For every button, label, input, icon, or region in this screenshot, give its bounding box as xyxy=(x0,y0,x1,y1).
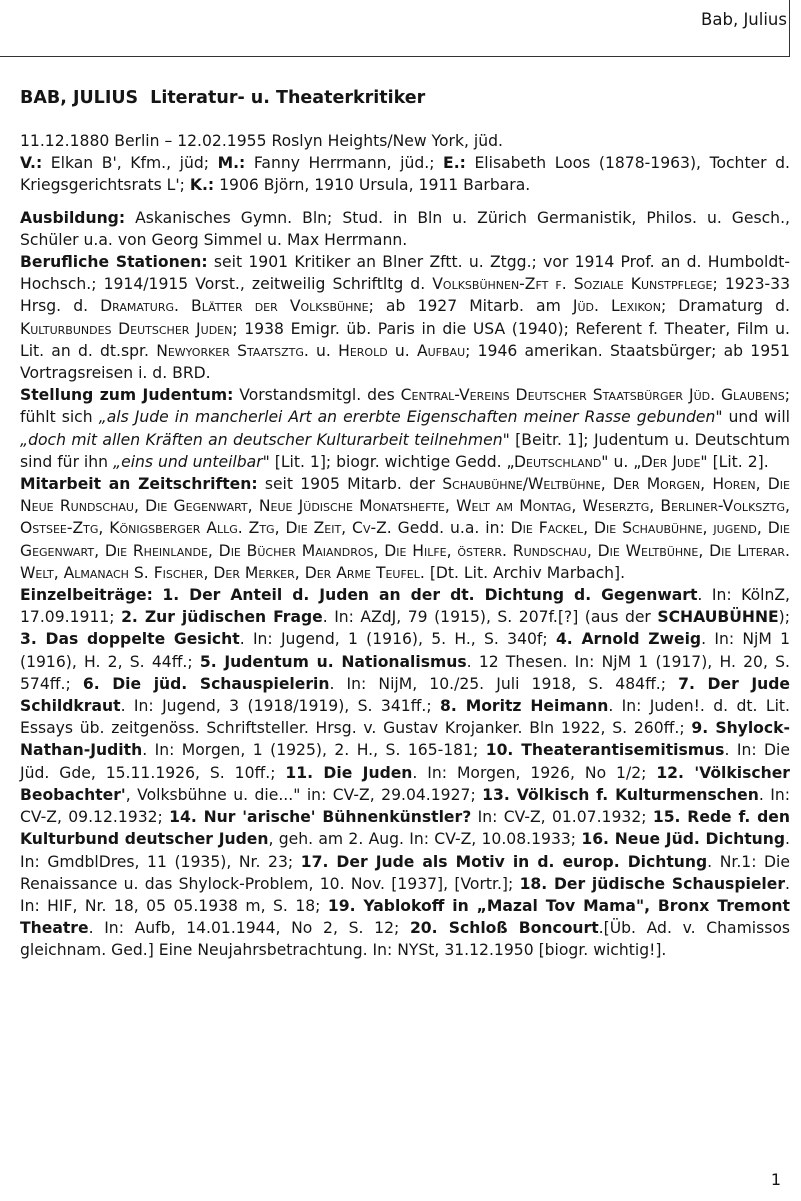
zeitschriften-list-1: Schaubühne/Weltbühne, Der Morgen, Horen, Die Neue Rundschau, Die Gegenwart, Neue Jüdische Monatshefte, Welt am Montag, Weserztg, Berliner-Volksztg, Ostsee-Ztg, Königsberger Allg. Ztg, Die Zeit, Cv-Z. xyxy=(20,475,790,538)
stationen-text-8: ; 1946 amerikan. Staatsbürger; ab 1951 Vortragsreisen i. d. BRD. xyxy=(20,341,790,383)
article-details: . 12 Thesen. In: NjM 1 (1917), H. 20, S. 574ff.; xyxy=(20,652,790,693)
article-title: 6. Die jüd. Schauspielerin xyxy=(82,674,330,693)
article-details: . In: KölnZ, 17.09.1911; xyxy=(20,586,791,627)
judentum-text-1: Vorstandsmitgl. des xyxy=(239,386,395,405)
zeitschriften-text-1: seit 1905 Mitarb. der xyxy=(264,475,435,494)
article-title: 12. 'Völkischer Beobachter' xyxy=(20,763,791,804)
stationen-periodical-3: Jüd. Lexikon xyxy=(572,297,661,316)
judentum-text-6: u. xyxy=(613,452,629,471)
article-details: . In: Jugend, 3 (1918/1919), S. 341ff.; xyxy=(120,697,432,716)
running-header: Bab, Julius xyxy=(701,10,787,29)
judentum-quote-1: „als Jude in mancherlei Art an ererbte Eigenschaften meiner Rasse gebunden" xyxy=(98,408,723,427)
stationen-text-1: seit 1901 Kritiker an Blner Zftt. u. Ztgg.; vor 1914 Prof. an d. Humboldt-Hochsch.; 1914/1915 Vorst., zeitweilig Schriftltg d. xyxy=(20,253,790,294)
article-details: . In: Jugend, 1 (1916), 5. H., S. 340f; xyxy=(239,630,548,649)
article-title: 9. Shylock-Nathan-Judith xyxy=(20,719,790,760)
article-title: 18. Der jüdische Schauspieler xyxy=(519,874,786,893)
page-number: 1 xyxy=(770,1170,781,1189)
stationen-periodical-4: Kulturbundes Deutscher Juden xyxy=(20,319,233,338)
bio-family xyxy=(20,152,790,196)
stationen-text-5: ; 1938 Emigr. üb. Paris in die USA (1940); Referent f. Theater, Film u. Lit. an d. dt.spr. xyxy=(20,319,790,360)
father-label: V.: xyxy=(20,154,43,173)
entry-title xyxy=(20,88,790,108)
children-label: K.: xyxy=(189,176,215,195)
article-details: . In: AZdJ, 79 (1915), S. 207f.[?] (aus der xyxy=(322,608,651,627)
stationen-periodical-5: Newyorker Staatsztg. xyxy=(156,341,309,360)
article-details: . In: Aufb, 14.01.1944, No 2, S. 12; xyxy=(88,919,400,938)
article-title: 1. Der Anteil d. Juden an der dt. Dichtung d. Gegenwart xyxy=(162,586,698,605)
zeitschriften-list-2: Die Fackel, Die Schaubühne, jugend, Die Gegenwart, Die Rheinlande, Die Bücher Maiandros, Die Hilfe, österr. Rundschau, Die Weltbühne, Die Literar. Welt, Almanach S. Fischer, Der Merker, Der Arme Teufel. xyxy=(20,519,790,582)
bio-life-dates: 11.12.1880 Berlin – 12.02.1955 Roslyn Heights/New York, jüd. xyxy=(20,132,503,150)
zeitschriften-text-3: [Dt. Lit. Archiv Marbach]. xyxy=(429,563,626,582)
mother-label: M.: xyxy=(217,154,246,173)
entry-name: BAB, JULIUS xyxy=(20,88,139,108)
article-source-title: SCHAUBÜHNE xyxy=(657,608,779,627)
article-details: . In: Morgen, 1 (1925), 2. H., S. 165-181; xyxy=(142,741,479,760)
article-title: 16. Neue Jüd. Dichtung xyxy=(581,830,786,849)
stationen-label: Berufliche Stationen: xyxy=(20,253,208,272)
judentum-quote-2: „doch mit allen Kräften an deutscher Kulturarbeit teilnehmen" xyxy=(20,430,510,449)
article-details: In: CV-Z, 01.07.1932; xyxy=(477,808,647,827)
section-ausbildung xyxy=(20,207,790,251)
header-rule-vertical xyxy=(789,0,790,57)
article-details: , geh. am 2. Aug. In: CV-Z, 10.08.1933; xyxy=(268,830,577,849)
article-title: 20. Schloß Boncourt xyxy=(409,919,599,938)
children-text: 1906 Björn, 1910 Ursula, 1911 Barbara. xyxy=(219,176,531,195)
article-details: . In: CV-Z, 09.12.1932; xyxy=(20,785,790,827)
article-title: 7. Der Jude Schildkraut xyxy=(20,674,790,716)
article-title: 3. Das doppelte Gesicht xyxy=(20,630,240,649)
article-title: 5. Judentum u. Nationalismus xyxy=(199,652,467,671)
stationen-periodical-6: Herold xyxy=(338,341,388,360)
article-title: 4. Arnold Zweig xyxy=(555,630,702,649)
article-title: 2. Zur jüdischen Frage xyxy=(121,608,323,627)
section-einzelbeitraege xyxy=(20,584,790,961)
stationen-periodical-1: Volksbühnen-Zft f. Soziale Kunstpflege xyxy=(432,275,713,294)
article-title: 19. Yablokoff in „Mazal Tov Mama", Bronx Tremont Theatre xyxy=(20,896,790,938)
stationen-text-4: ; Dramaturg d. xyxy=(660,297,790,316)
header-rule xyxy=(0,56,790,57)
mother-text: Fanny Herrmann, jüd.; xyxy=(253,154,435,173)
article-details: . In: Juden!. d. dt. Lit. Essays üb. zeitgenöss. Schriftsteller. Hrsg. v. Gustav Krojanker. Bln 1922, S. 260ff.; xyxy=(20,697,790,738)
section-berufliche-stationen xyxy=(20,251,790,384)
section-judentum xyxy=(20,384,790,473)
section-zeitschriften xyxy=(20,473,790,584)
zeitschriften-text-2: Gedd. u.a. in: xyxy=(397,519,505,538)
judentum-label: Stellung zum Judentum: xyxy=(20,386,234,405)
article-details: . In: GmdblDres, 11 (1935), Nr. 23; xyxy=(20,830,790,871)
article-title: 15. Rede f. den Kulturbund deutscher Juden xyxy=(20,808,790,849)
spouse-label: E.: xyxy=(443,154,466,173)
article-details: . In: Morgen, 1926, No 1/2; xyxy=(412,763,647,782)
stationen-text-3: ; ab 1927 Mitarb. am xyxy=(368,297,561,316)
judentum-text-3: und will xyxy=(728,408,790,427)
stationen-text-7: u. xyxy=(394,341,410,360)
ausbildung-text: Askanisches Gymn. Bln; Stud. in Bln u. Zürich Germanistik, Philos. u. Gesch., Schüler u.a. von Georg Simmel u. Max Herrmann. xyxy=(20,208,790,249)
article-details: .[Üb. Ad. v. Chamissos gleichnam. Ged.] Eine Neujahrsbetrachtung. In: NYSt, 31.12.1950 [biogr. wichtig!]. xyxy=(20,919,791,960)
entry-body xyxy=(20,88,790,962)
stationen-text-2: ; 1923-33 Hrsg. d. xyxy=(20,275,790,316)
stationen-text-6: u. xyxy=(316,341,331,360)
judentum-text-5: [Lit. 1]; biogr. wichtige Gedd. xyxy=(274,452,502,471)
article-title: 13. Völkisch f. Kulturmenschen xyxy=(482,785,759,804)
spouse-text: Elisabeth Loos (1878-1963), Tochter d. Kriegsgerichtsrats L'; xyxy=(20,154,790,195)
judentum-text-2: ; fühlt sich xyxy=(20,386,790,427)
zeitschriften-label: Mitarbeit an Zeitschriften: xyxy=(20,475,258,494)
article-details: . Nr.1: Die Renaissance u. das Shylock-Problem, 10. Nov. [1937], [Vortr.]; xyxy=(20,852,790,893)
article-details: . In: Die Jüd. Gde, 15.11.1926, S. 10ff.; xyxy=(20,741,790,782)
father-text: Elkan B', Kfm., jüd; xyxy=(50,154,210,173)
einzelbeitraege-label: Einzelbeiträge: xyxy=(20,586,153,605)
article-details: . In: NjM 1 (1916), H. 2, S. 44ff.; xyxy=(20,630,790,671)
article-title: 14. Nur 'arische' Bühnenkünstler? xyxy=(169,808,472,827)
article-title: 11. Die Juden xyxy=(285,763,413,782)
article-details: ); xyxy=(778,608,790,627)
article-title: 17. Der Jude als Motiv in d. europ. Dichtung xyxy=(300,852,708,871)
article-details: . In: NijM, 10./25. Juli 1918, S. 484ff.; xyxy=(329,674,667,693)
ausbildung-label: Ausbildung: xyxy=(20,208,126,227)
article-details: . In: HIF, Nr. 18, 05 05.1938 m, S. 18; xyxy=(20,874,790,915)
stationen-periodical-2: Dramaturg. Blätter der Volksbühne xyxy=(100,297,369,316)
judentum-poem-2: „Der Jude" xyxy=(633,452,708,471)
judentum-text-4: [Beitr. 1]; Judentum u. Deutschtum sind für ihn xyxy=(20,430,790,471)
entry-role: Literatur- u. Theaterkritiker xyxy=(150,88,426,108)
article-title: 10. Theaterantisemitismus xyxy=(485,741,725,760)
judentum-org: Central-Vereins Deutscher Staatsbürger Jüd. Glaubens xyxy=(400,386,785,405)
stationen-periodical-7: Aufbau xyxy=(416,341,466,360)
judentum-text-7: [Lit. 2]. xyxy=(712,452,769,471)
judentum-poem-1: „Deutschland" xyxy=(506,452,609,471)
article-details: , Volksbühne u. die..." in: CV-Z, 29.04.1927; xyxy=(125,785,476,804)
article-title: 8. Moritz Heimann xyxy=(440,697,609,716)
judentum-quote-3: „eins und unteilbar" xyxy=(113,452,270,471)
